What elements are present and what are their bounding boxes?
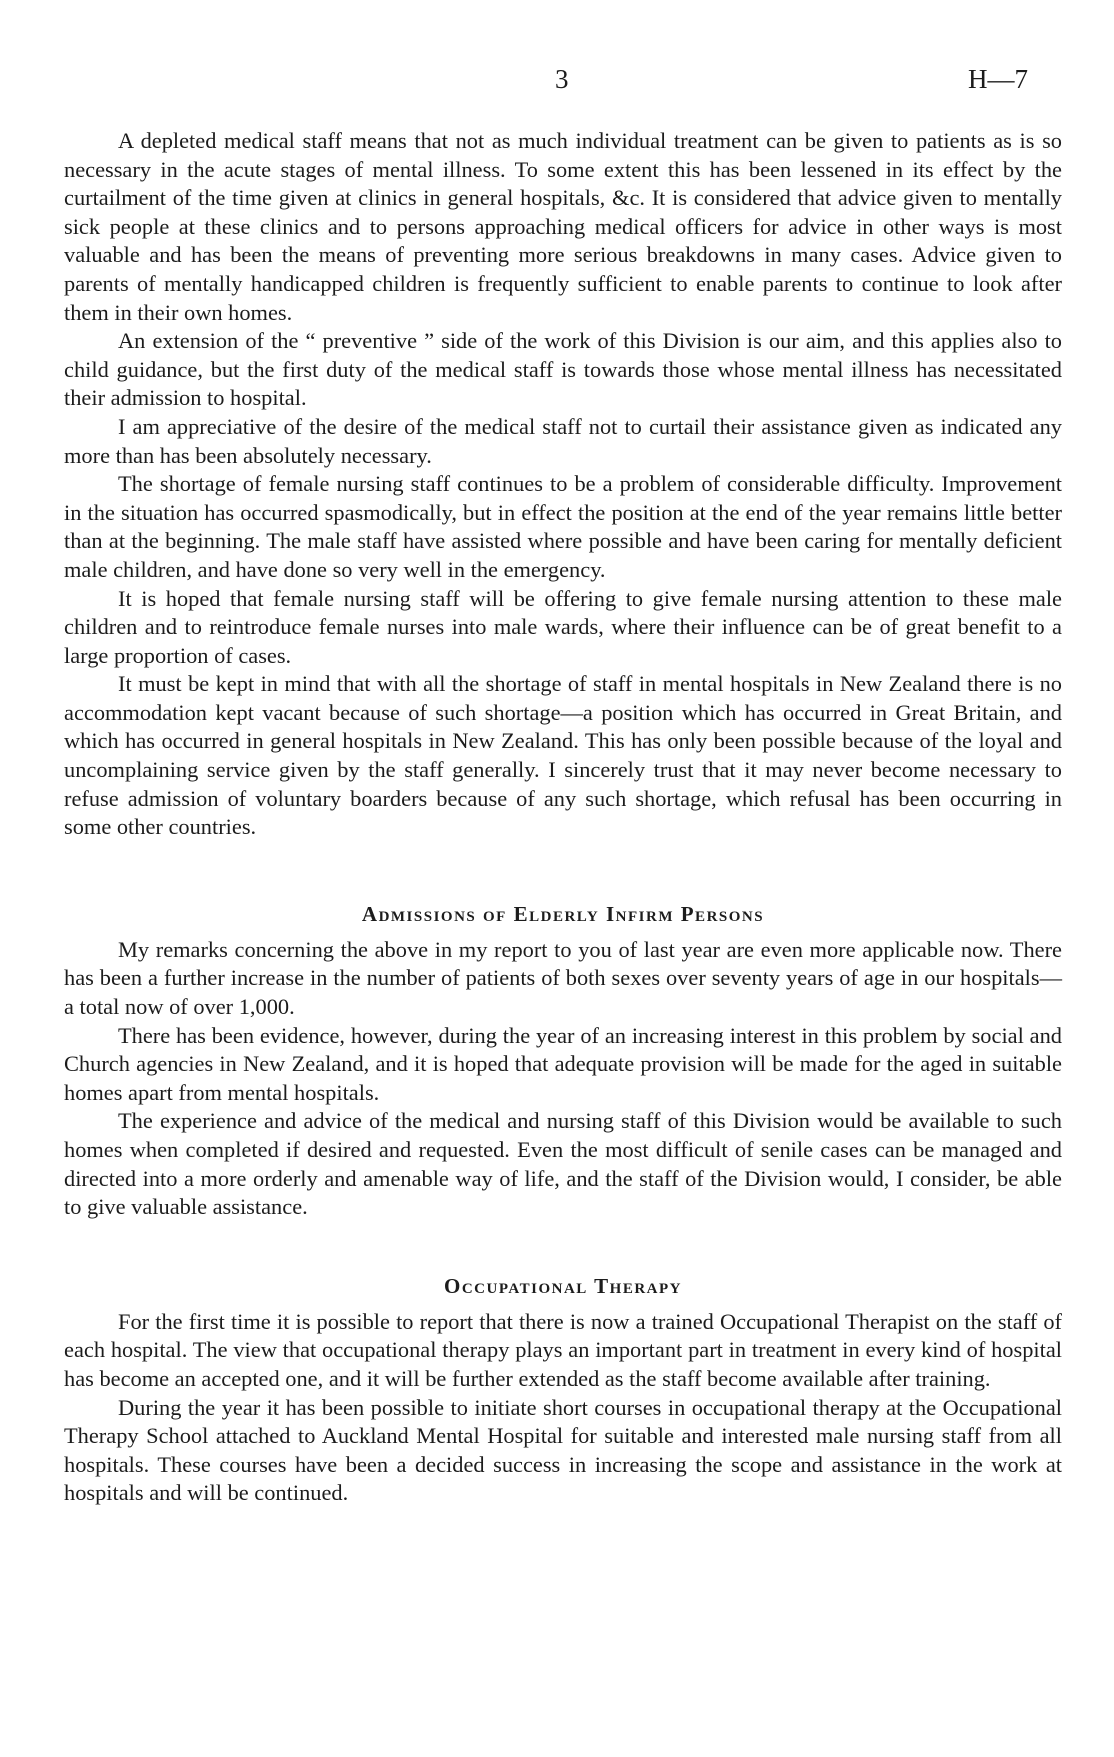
document-reference: H—7	[968, 64, 1028, 94]
paragraph: A depleted medical staff means that not as much individual treatment can be given to patients as is so necessary in the acute stages of mental illness. To some extent this has been lessened in its effect by the curtailment of the time given at clinics in general hospitals, &c. It is considered that advice given to mentally sick people at these clinics and to persons approaching medical officers for advice in other ways is most valuable and has been the means of preventing more serious breakdowns in many cases. Advice given to parents of mentally handicapped children is frequently sufficient to enable parents to continue to look after them in their own homes.	[64, 128, 1062, 325]
paragraph: There has been evidence, however, during the year of an increasing interest in this problem by social and Church agencies in New Zealand, and it is hoped that adequate provision will be made for the aged in suitable homes apart from mental hospitals.	[64, 1022, 1062, 1105]
document-body	[64, 127, 1062, 1508]
paragraph: The shortage of female nursing staff continues to be a problem of considerable difficulty. Improvement in the situation has occurred spasmodically, but in effect the position at the end of the year remains little better than at the beginning. The male staff have assisted where possible and have been caring for mentally deficient male children, and have done so very well in the emergency.	[64, 471, 1062, 582]
page-number: 3	[555, 64, 570, 94]
section-heading-elderly: Admissions of Elderly Infirm Persons	[361, 901, 765, 926]
paragraph: I am appreciative of the desire of the medical staff not to curtail their assistance given as indicated any more than has been absolutely necessary.	[64, 413, 1062, 468]
paragraph: The experience and advice of the medical and nursing staff of this Division would be available to such homes when completed if desired and requested. Even the most difficult of senile cases can be managed and directed into a more orderly and amenable way of life, and the staff of the Division would, I consider, be able to give valuable assistance.	[64, 1108, 1062, 1220]
paragraph: An extension of the “ preventive ” side of the work of this Division is our aim, and this applies also to child guidance, but the first duty of the medical staff is towards those whose mental illness has necessitated their admission to hospital.	[64, 328, 1062, 411]
paragraph: My remarks concerning the above in my report to you of last year are even more applicable now. There has been a further increase in the number of patients of both sexes over seventy years of age in our hospitals—a total now of over 1,000.	[64, 936, 1062, 1020]
paragraph: During the year it has been possible to initiate short courses in occupational therapy at the Occupational Therapy School attached to Auckland Mental Hospital for suitable and interested male nursing staff from all hospitals. These courses have been a decided success in increasing the scope and assistance in the work at hospitals and will be continued.	[64, 1394, 1062, 1506]
section-heading-occupational-therapy: Occupational Therapy	[444, 1273, 682, 1298]
paragraph: For the first time it is possible to report that there is now a trained Occupational Therapist on the staff of each hospital. The view that occupational therapy plays an important part in treatment in every kind of hospital has become an accepted one, and it will be further extended as the staff become available after training.	[64, 1308, 1062, 1391]
paragraph: It must be kept in mind that with all the shortage of staff in mental hospitals in New Zealand there is no accommodation kept vacant because of such shortage—a position which has occurred in Great Britain, and which has occurred in general hospitals in New Zealand. This has only been possible because of the loyal and uncomplaining service given by the staff generally. I sincerely trust that it may never become necessary to refuse admission of voluntary boarders because of any such shortage, which refusal has been occurring in some other countries.	[64, 671, 1062, 840]
paragraph: It is hoped that female nursing staff will be offering to give female nursing attention to these male children and to reintroduce female nurses into male wards, where their influence can be of great benefit to a large proportion of cases.	[64, 585, 1062, 668]
